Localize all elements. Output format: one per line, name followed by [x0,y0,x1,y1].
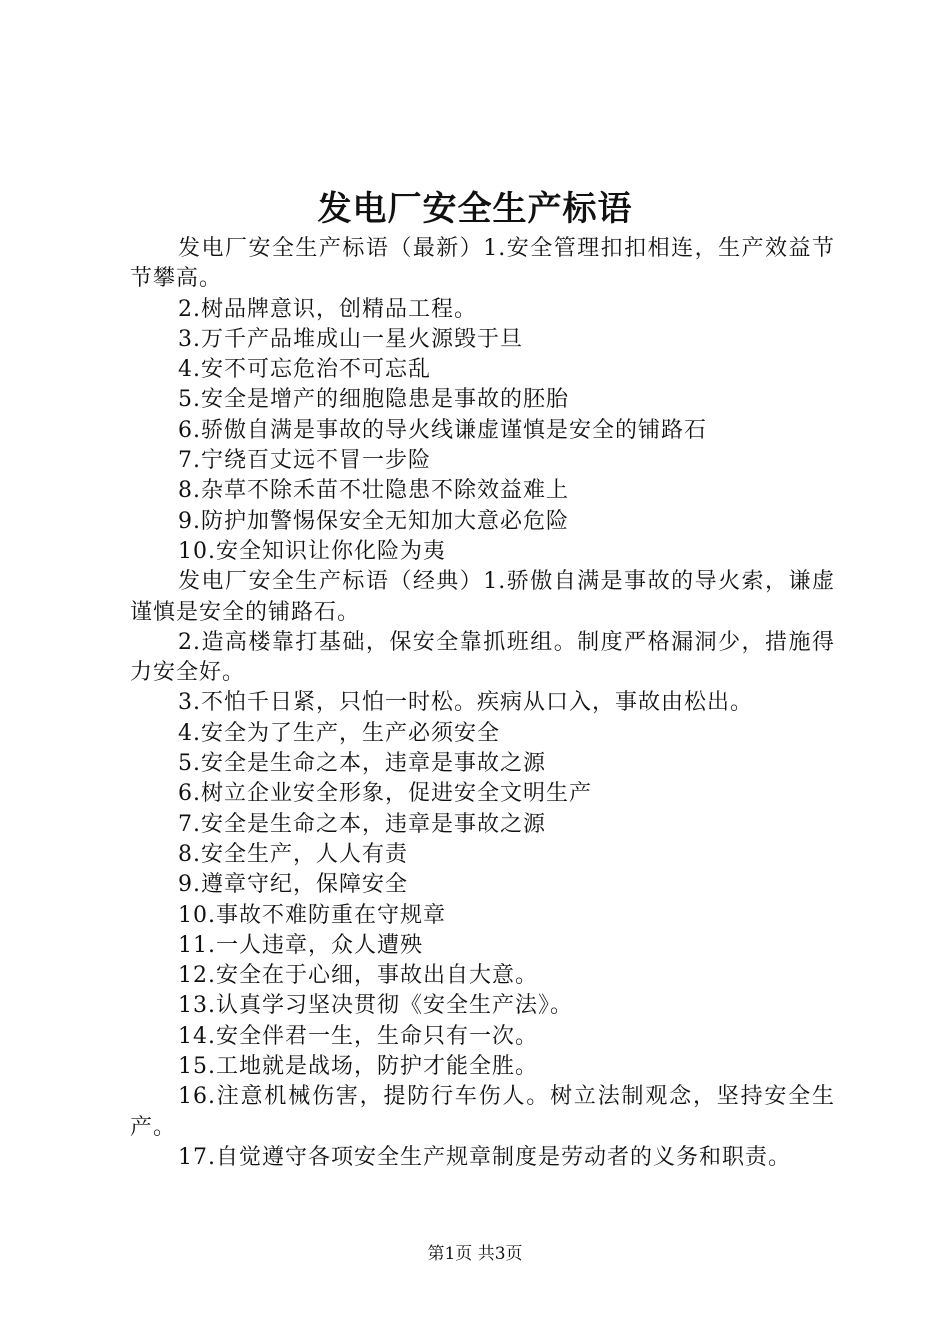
paragraph: 4.安全为了生产，生产必须安全 [178,720,500,746]
paragraph: 4.安不可忘危治不可忘乱 [178,357,431,383]
paragraph: 7.安全是生命之本，违章是事故之源 [178,811,546,837]
paragraph: 3.万千产品堆成山一星火源毁于旦 [178,326,523,352]
paragraph: 10.安全知识让你化险为夷 [178,538,446,564]
document-title: 发电厂安全生产标语 [317,189,633,229]
paragraph: 6.树立企业安全形象，促进安全文明生产 [178,781,592,807]
paragraph: 9.遵章守纪，保障安全 [178,872,408,898]
paragraph: 5.安全是增产的细胞隐患是事故的胚胎 [178,387,569,413]
paragraph: 发电厂安全生产标语（最新）1.安全管理扣扣相连，生产效益节节攀高。 [130,236,835,292]
paragraph: 9.防护加警惕保安全无知加大意必危险 [178,508,569,534]
paragraph: 16.注意机械伤害，提防行车伤人。树立法制观念，坚持安全生产。 [130,1084,835,1140]
paragraph: 10.事故不难防重在守规章 [178,902,446,928]
paragraph: 2.树品牌意识，创精品工程。 [178,296,477,322]
paragraph: 12.安全在于心细，事故出自大意。 [178,963,538,989]
paragraph: 11.一人违章，众人遭殃 [178,932,423,958]
paragraph: 6.骄傲自满是事故的导火线谦虚谨慎是安全的铺路石 [178,417,707,443]
document-body [130,234,835,1173]
paragraph: 14.安全伴君一生，生命只有一次。 [178,1023,538,1049]
paragraph: 7.宁绕百丈远不冒一步险 [178,448,431,474]
paragraph: 15.工地就是战场，防护才能全胜。 [178,1054,538,1080]
paragraph: 8.杂草不除禾苗不壮隐患不除效益难上 [178,478,569,504]
paragraph: 17.自觉遵守各项安全生产规章制度是劳动者的义务和职责。 [178,1144,791,1170]
paragraph: 5.安全是生命之本，违章是事故之源 [178,751,546,777]
paragraph: 2.造高楼靠打基础，保安全靠抓班组。制度严格漏洞少，措施得力安全好。 [130,629,835,686]
paragraph: 发电厂安全生产标语（经典）1.骄傲自满是事故的导火索，谦虚谨慎是安全的铺路石。 [130,569,835,625]
paragraph: 13.认真学习坚决贯彻《安全生产法》。 [178,993,573,1019]
paragraph: 8.安全生产，人人有责 [178,841,408,867]
paragraph: 3.不怕千日紧，只怕一时松。疾病从口入，事故由松出。 [178,690,753,716]
page-number-footer: 第1页 共3页 [427,1244,523,1264]
